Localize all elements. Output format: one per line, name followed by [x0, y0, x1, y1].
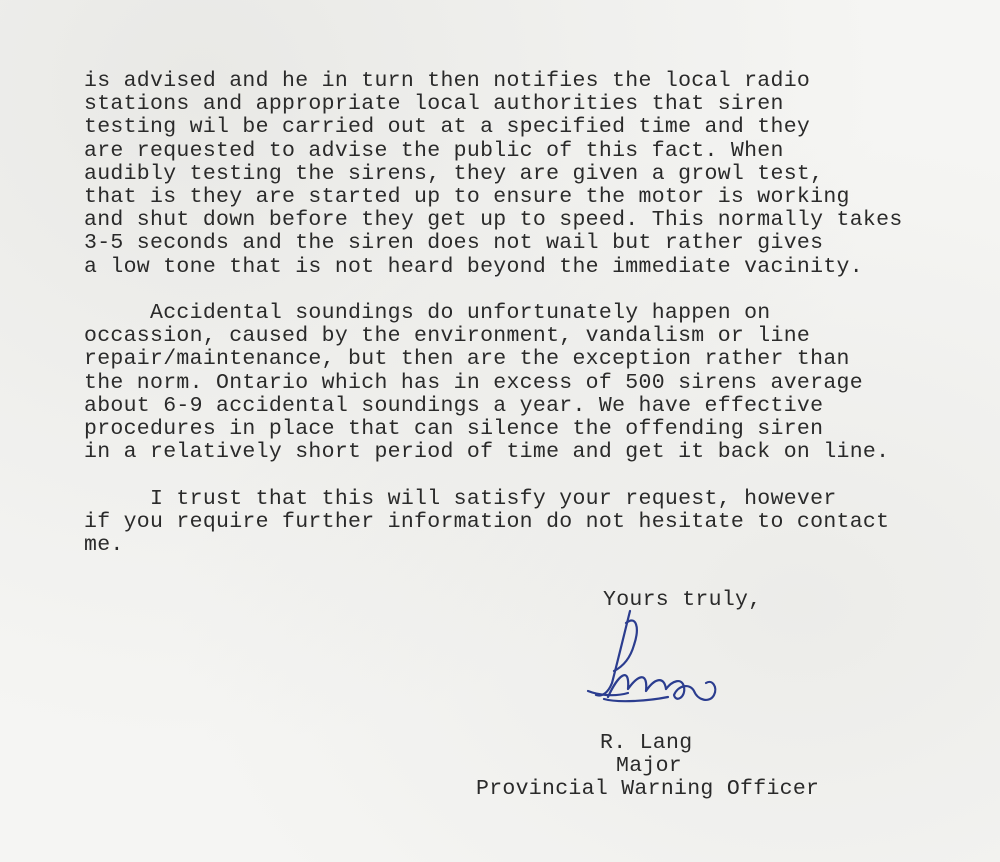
body-line: and shut down before they get up to speed. This normally takes — [84, 208, 903, 233]
body-line: a low tone that is not heard beyond the immediate vacinity. — [84, 254, 863, 279]
body-line: repair/maintenance, but then are the exception rather than — [84, 347, 850, 372]
body-line: me. — [84, 533, 124, 557]
body-line: testing wil be carried out at a specified time and they — [84, 115, 811, 140]
body-line: Accidental soundings do unfortunately happen on — [84, 301, 771, 325]
body-line: the norm. Ontario which has in excess of 500 sirens average — [84, 370, 863, 395]
body-line: is advised and he in turn then notifies the local radio — [84, 69, 811, 93]
body-line: in a relatively short period of time and get it back on line. — [84, 440, 890, 465]
body-line: occassion, caused by the environment, vandalism or line — [84, 324, 811, 349]
body-line: I trust that this will satisfy your request, however — [84, 486, 837, 511]
body-line: if you require further information do not hesitate to contact — [84, 509, 890, 534]
handwritten-signature — [578, 605, 728, 720]
body-line: about 6-9 accidental soundings a year. We have effective — [84, 393, 824, 418]
signer-rank: Major — [616, 754, 683, 778]
signer-title: Provincial Warning Officer — [476, 777, 820, 801]
body-line: procedures in place that can silence the offending siren — [84, 417, 824, 441]
signer-name: R. Lang — [600, 731, 693, 755]
body-line: audibly testing the sirens, they are given a growl test, — [84, 161, 824, 186]
body-line: stations and appropriate local authorities that siren — [84, 92, 784, 117]
body-line: that is they are started up to ensure the motor is working — [84, 185, 850, 209]
body-line: are requested to advise the public of this fact. When — [84, 138, 784, 163]
body-line: 3-5 seconds and the siren does not wail but rather gives — [84, 231, 824, 256]
closing-salutation: Yours truly, — [603, 588, 762, 612]
